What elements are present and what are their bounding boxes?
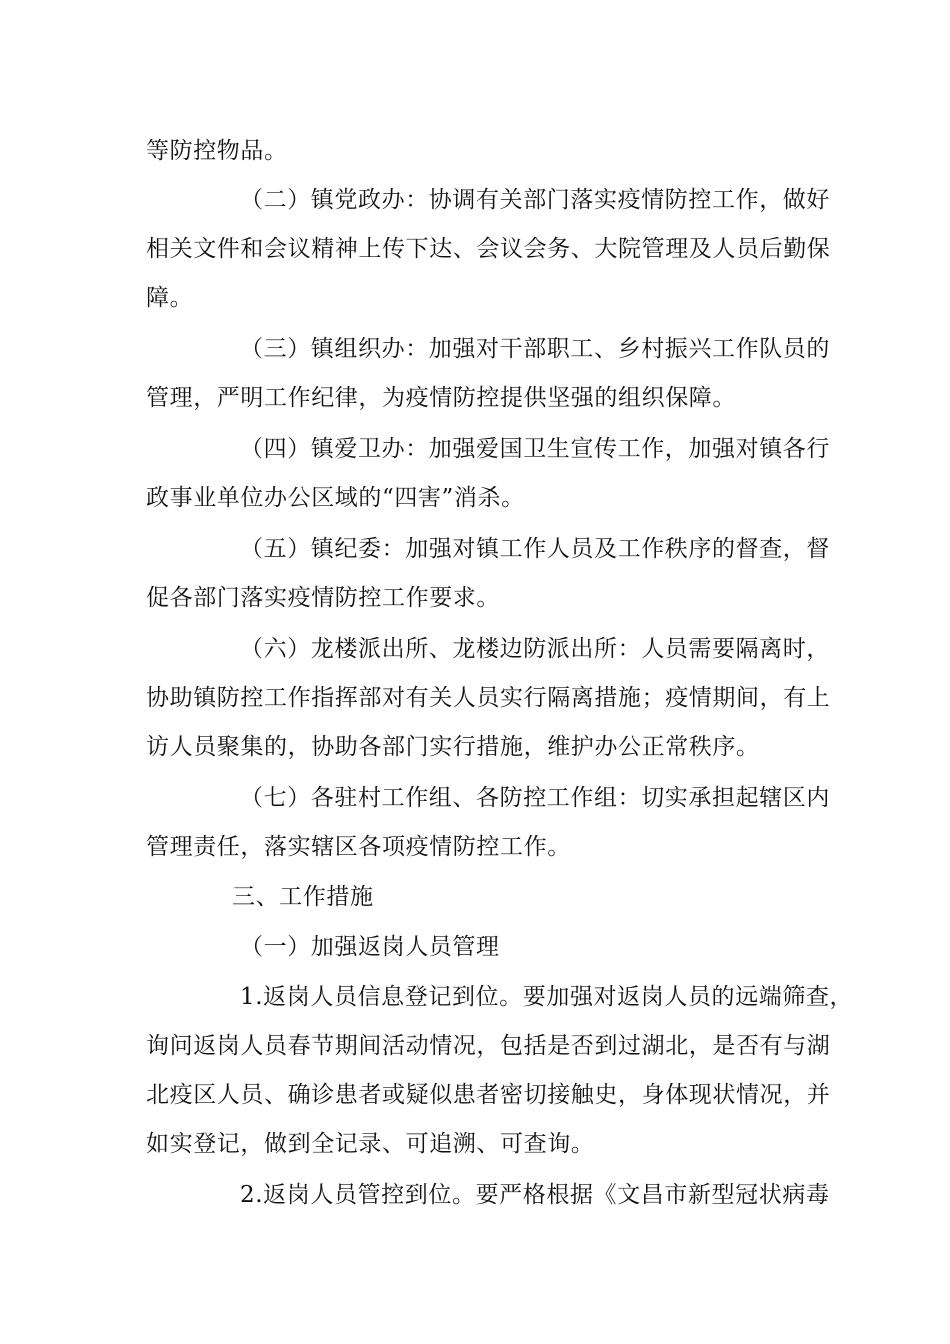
text-line: 政事业单位办公区域的“四害”消杀。: [146, 485, 525, 511]
text-line: （五）镇纪委：加强对镇工作人员及工作秩序的督查，督: [240, 536, 830, 562]
subsection-heading: （一）加强返岗人员管理: [240, 934, 500, 960]
text-line: 北疫区人员、确诊患者或疑似患者密切接触史，身体现状情况，并: [146, 1082, 831, 1108]
text-line: 相关文件和会议精神上传下达、会议会务、大院管理及人员后勤保: [146, 236, 831, 262]
text-line: 如实登记，做到全记录、可追溯、可查询。: [146, 1131, 595, 1157]
text-line: （三）镇组织办：加强对干部职工、乡村振兴工作队员的: [240, 336, 830, 362]
text-line: 协助镇防控工作指挥部对有关人员实行隔离措施；疫情期间，有上: [146, 685, 831, 711]
text-line: （四）镇爱卫办：加强爱国卫生宣传工作，加强对镇各行: [240, 436, 830, 462]
text-line: 障。: [146, 285, 194, 311]
text-line: （二）镇党政办：协调有关部门落实疫情防控工作，做好: [240, 187, 830, 213]
section-heading: 三、工作措施: [232, 884, 374, 910]
text-line: 管理责任，落实辖区各项疫情防控工作。: [146, 834, 571, 860]
text-line: （六）龙楼派出所、龙楼边防派出所：人员需要隔离时，: [240, 636, 830, 662]
text-line: （七）各驻村工作组、各防控工作组：切实承担起辖区内: [240, 785, 830, 811]
text-line: 等防控物品。: [146, 138, 288, 164]
text-line: 管理，严明工作纪律，为疫情防控提供坚强的组织保障。: [146, 385, 736, 411]
text-line: 2.返岗人员管控到位。要严格根据《文昌市新型冠状病毒: [240, 1182, 830, 1208]
text-line: 促各部门落实疫情防控工作要求。: [146, 585, 500, 611]
text-line: 1.返岗人员信息登记到位。要加强对返岗人员的远端筛查，: [240, 984, 854, 1010]
text-line: 询问返岗人员春节期间活动情况，包括是否到过湖北，是否有与湖: [146, 1033, 831, 1059]
text-line: 访人员聚集的，协助各部门实行措施，维护办公正常秩序。: [146, 734, 760, 760]
